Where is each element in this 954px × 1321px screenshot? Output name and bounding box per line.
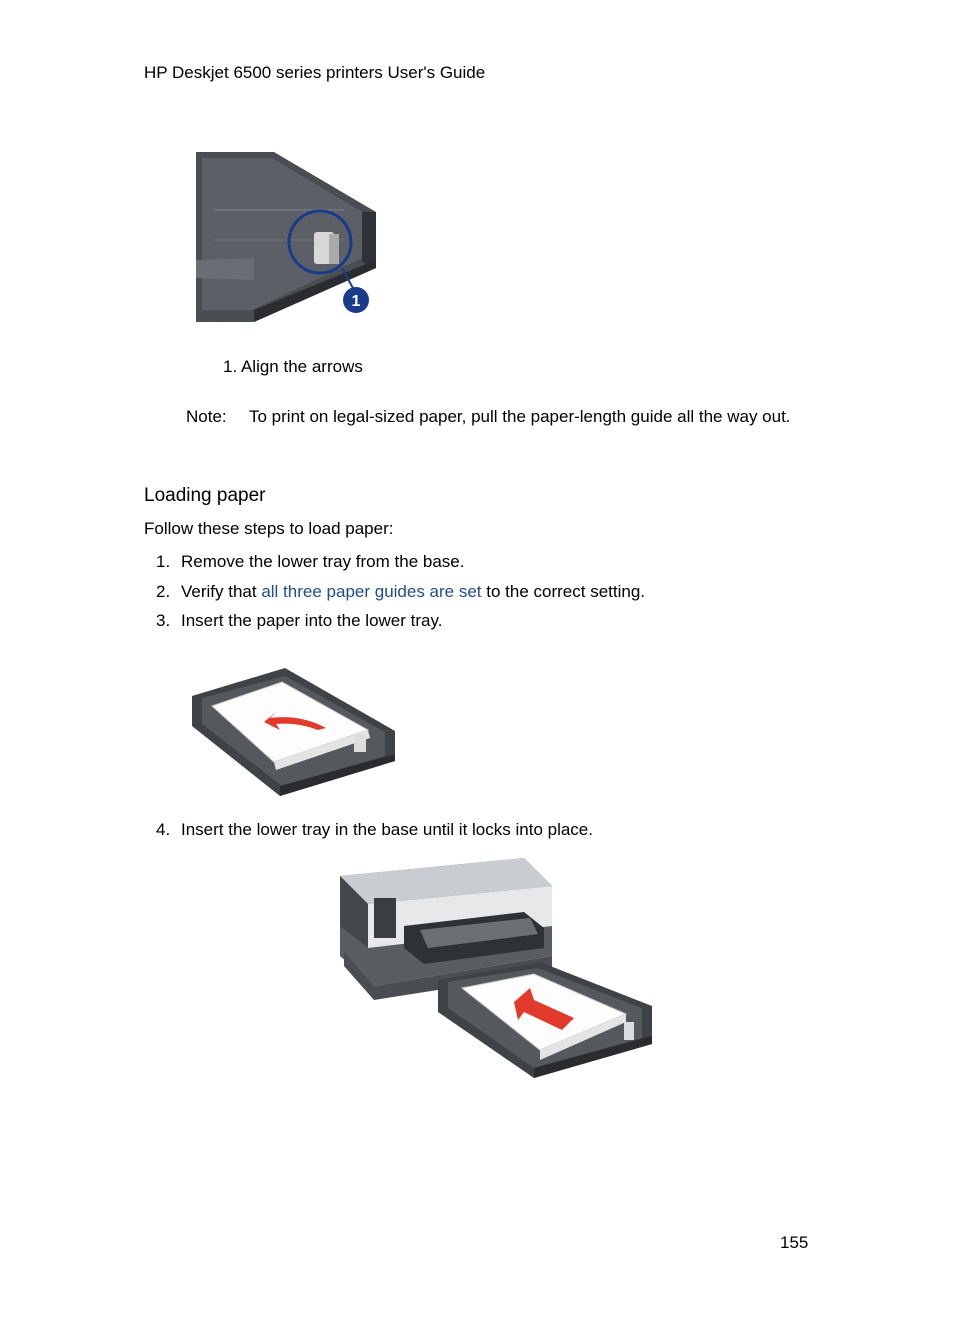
section-intro: Follow these steps to load paper: [144, 519, 394, 538]
note-text: To print on legal-sized paper, pull the paper-length guide all the way out. [249, 407, 791, 426]
list-item [156, 551, 464, 573]
step-text-post: to the correct setting. [481, 582, 645, 601]
step-number: 1. [156, 552, 171, 571]
list-item [156, 581, 645, 603]
figure-caption: 1. Align the arrows [223, 357, 363, 376]
note-label: Note: [186, 407, 227, 426]
section-title: Loading paper [144, 485, 266, 506]
list-item [156, 610, 442, 632]
step-text-pre: Verify that [181, 582, 262, 601]
tray-with-paper-illustration [190, 666, 396, 798]
tray-guide-illustration [194, 150, 384, 325]
step-number: 4. [156, 820, 171, 839]
step-text: Insert the lower tray in the base until it locks into place. [181, 820, 593, 839]
step-number: 3. [156, 611, 171, 630]
printer-lower-tray-illustration [334, 856, 656, 1082]
callout-number: 1 [351, 293, 361, 310]
step-text: Remove the lower tray from the base. [181, 552, 465, 571]
step-text: Insert the paper into the lower tray. [181, 611, 443, 630]
paper-guides-link[interactable]: all three paper guides are set [261, 582, 482, 601]
page-header: HP Deskjet 6500 series printers User's Guide [144, 63, 486, 82]
list-item [156, 819, 593, 841]
step-number: 2. [156, 582, 171, 601]
page-number: 155 [780, 1233, 809, 1252]
